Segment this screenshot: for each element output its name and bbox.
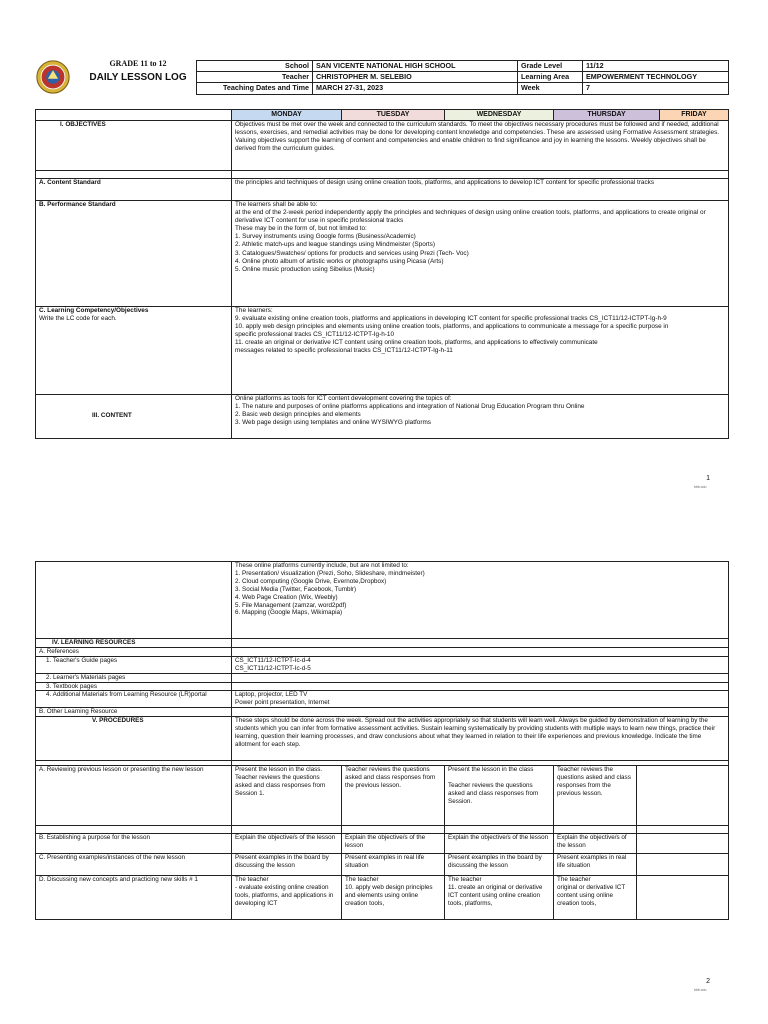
lc-line: The learners: [235,307,273,314]
performance-standard-label: B. Performance Standard [36,201,232,307]
row-a-wed: Present the lesson in the class Teacher reviews the questions asked and class responses from Session. [445,766,554,826]
spacer-cell [554,826,637,834]
learning-area-value: EMPOWERMENT TECHNOLOGY [583,72,729,83]
tg-label: 1. Teacher's Guide pages [36,656,232,673]
spacer-cell [637,826,729,834]
ps-line: The learners shall be able to: [235,201,318,208]
row-b-tue: Explain the objective/s of the lesson [342,834,445,854]
spacer-cell [232,826,342,834]
lm-label: 2. Learner's Materials pages [36,673,232,682]
row-c-wed: Present examples in the board by discussing the lesson [445,854,554,876]
lesson-table-page1 [35,109,729,439]
platform-line: 4. Web Page Creation (Wix, Weebly) [235,593,338,601]
row-a-mon: Present the lesson in the class. Teacher reviews the questions asked and class responses from Session 1. [232,766,342,826]
performance-standard-text [232,201,729,307]
ps-line: 2. Athletic match-ups and league standings using Mindmeister (Sports) [235,241,435,249]
day-friday: FRIDAY [660,110,729,121]
row-b-fri [637,834,729,854]
objectives-label: I. OBJECTIVES [36,121,232,171]
grade-level-label: Grade Level [518,61,583,72]
row-d-fri [637,876,729,920]
week-label: Week [518,83,583,94]
row-d-wed: The teacher 11. create an original or derivative ICT content using online creation tools, platforms, [445,876,554,920]
am-value: Power point presentation, Internet [235,699,330,707]
objectives-text: Objectives must be met over the week and connected to the curriculum standards. To meet the objectives necessary procedures must be followed and if needed, additional lessons, exercises, and remedial activities may be done for developing content knowledge and competencies. These are assessed using Formative Assessment strategies. Valuing objectives support the learning of content and competencies and enable children to find significance and joy in learning the lessons. Weekly objectives shall be derived from the curriculum guides. [232,121,729,171]
spacer-cell [342,826,445,834]
tb-label: 3. Textbook pages [36,682,232,691]
spacer-cell [232,171,729,179]
content-line: 3. Web page design using templates and online WYSIWYG platforms [235,419,431,427]
platform-line: 3. Social Media (Twitter, Facebook, Tumblr) [235,585,357,593]
school-value: SAN VICENTE NATIONAL HIGH SCHOOL [313,61,518,72]
blank-label-cell [36,562,232,639]
spacer-cell [445,826,554,834]
row-c-fri [637,854,729,876]
tg-value: CS_ICT11/12-ICTPT-Ic-d-5 [235,664,311,672]
row-a-label: A. Reviewing previous lesson or presenting the new lesson [36,766,232,826]
row-c-tue: Present examples in real life situation [342,854,445,876]
teacher-label: Teacher [197,72,313,83]
row-c-thu: Present examples in real life situation [554,854,637,876]
blank-cell [232,682,729,691]
row-b-mon: Explain the objective/s of the lesson [232,834,342,854]
school-label: School [197,61,313,72]
blank-cell [232,647,729,656]
corner-cell [36,110,232,121]
am-values [232,691,729,708]
learning-area-label: Learning Area [518,72,583,83]
row-b-wed: Explain the objective/s of the lesson [445,834,554,854]
row-c-label: C. Presenting examples/instances of the new lesson [36,854,232,876]
day-monday: MONDAY [232,110,342,121]
other-resources-label: B. Other Learning Resource [36,708,232,717]
blank-cell [232,673,729,682]
ps-line: 4. Online photo album of artistic works or photographs using Picasa (Arts) [235,257,444,265]
spacer-cell [36,171,232,179]
lc-line: specific professional tracks CS_ICT11/12-ICTPT-Ig-h-10 [235,331,394,339]
content-text [232,395,729,439]
grade-level-value: 11/12 [583,61,729,72]
row-a-tue: Teacher reviews the questions asked and class responses from the previous lesson. [342,766,445,826]
platform-line: These online platforms currently include, but are not limited to: [235,562,409,569]
ps-line: at the end of the 2-week period independently apply the principles and techniques of design using online creation tools, platforms, and applications to create original or derivative ICT content for use in specific professional tracks [235,209,706,225]
page-footer-1: bbb.cdu [694,485,707,489]
page-footer-2: bbb.cdu [694,988,707,992]
row-b-thu: Explain the objective/s of the lesson [554,834,637,854]
row-d-tue: The teacher 10. apply web design principles and elements using online creation tools, [342,876,445,920]
header-info-table [196,60,729,95]
tg-value: CS_ICT11/12-ICTPT-Ic-d-4 [235,656,311,664]
competency-label-cell [36,307,232,395]
competency-sublabel: Write the LC code for each. [39,315,117,323]
platform-line: 6. Mapping (Google Maps, Wikimapia) [235,609,343,617]
procedures-text: These steps should be done across the week. Spread out the activities appropriately so that students will learn well. Always be guided by demonstration of learning by the students which you can infer from formative assessment activities. Sustain learning systematically by providing students with multiple ways to learn new things, practice their learning, question their learning processes, and draw conclusions about what they learned in relation to their life experiences and previous knowledge. Indicate the time allotment for each step. [232,717,729,761]
day-tuesday: TUESDAY [342,110,445,121]
content-line: 2. Basic web design principles and elements [235,411,361,419]
lc-line: 10. apply web design principles and elements using online creation tools, platforms, and applications to communicate a message for a specific purpose in [235,323,669,331]
platform-line: 5. File Management (zamzar, word2pdf) [235,601,347,609]
competency-label: C. Learning Competency/Objectives [39,307,149,314]
ps-line: These may be in the form of, but not limited to: [235,225,367,233]
am-value: Laptop, projector, LED TV [235,691,308,699]
lc-line: messages related to specific professional tracks CS_ICT11/12-ICTPT-Ig-h-11 [235,347,453,355]
lesson-table-page2 [35,561,729,920]
blank-cell [232,708,729,717]
competency-text [232,307,729,395]
row-d-mon: The teacher - evaluate existing online creation tools, platforms, and applications in developing ICT [232,876,342,920]
day-thursday: THURSDAY [554,110,660,121]
day-wednesday: WEDNESDAY [445,110,554,121]
dates-value: MARCH 27-31, 2023 [313,83,518,94]
platform-line: 1. Presentation/ visualization (Prezi, Soho, Slideshare, mindmeister) [235,569,425,577]
ps-line: 3. Catalogues/Swatches/ options for products and services using Prezi (Tech- Voc) [235,249,469,257]
row-a-fri [637,766,729,826]
ps-line: 1. Survey instruments using Google forms (Business/Academic) [235,233,416,241]
platforms-text [232,562,729,639]
content-line: Online platforms as tools for ICT content development covering the topics of: [235,395,452,402]
page-number-1: 1 [706,475,710,482]
spacer-cell [36,826,232,834]
page-number-2: 2 [706,978,710,985]
school-seal-logo [36,60,70,94]
content-standard-label: A. Content Standard [36,179,232,201]
week-value: 7 [583,83,729,94]
platform-line: 2. Cloud computing (Google Drive, Evernote,Dropbox) [235,577,387,585]
procedures-label: V. PROCEDURES [36,717,232,761]
row-b-label: B. Establishing a purpose for the lesson [36,834,232,854]
teacher-value: CHRISTOPHER M. SELEBIO [313,72,518,83]
am-label: 4. Additional Materials from Learning Resource (LR)portal [36,691,232,708]
content-line: 1. The nature and purposes of online platforms applications and integration of National Drug Education Program thru Online [235,403,585,411]
row-a-thu: Teacher reviews the questions asked and class responses from the previous lesson. [554,766,637,826]
grade-range: GRADE 11 to 12 [109,59,167,68]
blank-cell [232,639,729,648]
content-label: III. CONTENT [36,395,232,439]
row-c-mon: Present examples in the board by discussing the lesson [232,854,342,876]
content-standard-text: the principles and techniques of design using online creation tools, platforms, and applications to develop ICT content for specific professional tracks [232,179,729,201]
lc-line: 11. create an original or derivative ICT content using online creation tools, platforms, and applications to effectively communicate [235,339,598,347]
references-label: A. References [36,647,232,656]
document-title: DAILY LESSON LOG [89,72,187,83]
lc-line: 9. evaluate existing online creation tools, platforms and applications in developing ICT content for specific professional tracks CS_ICT11/12-ICTPT-Ig-h-9 [235,315,667,323]
row-d-label: D. Discussing new concepts and practicing new skills # 1 [36,876,232,920]
tg-values [232,656,729,673]
resources-label: IV. LEARNING RESOURCES [36,639,232,648]
ps-line: 5. Online music production using Sibelius (Music) [235,265,375,273]
dates-label: Teaching Dates and Time [197,83,313,94]
row-d-thu: The teacher original or derivative ICT content using online creation tools, [554,876,637,920]
